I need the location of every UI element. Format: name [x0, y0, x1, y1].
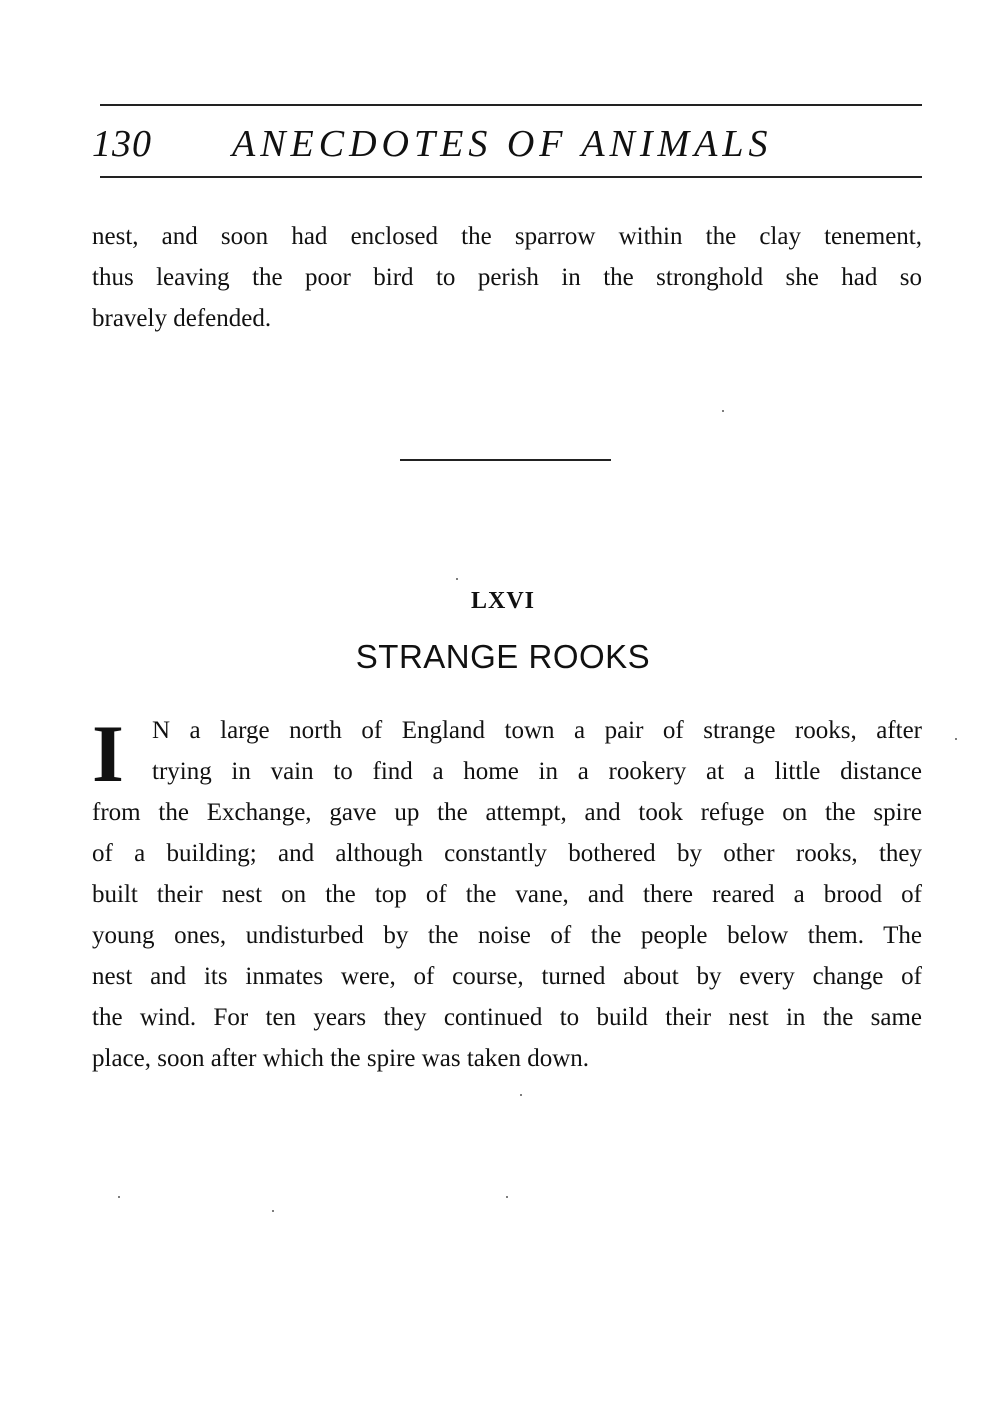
text-line: nest and its inmates were, of course, turned about by every change of — [92, 963, 922, 990]
scan-speck — [506, 1196, 508, 1198]
scan-speck — [272, 1210, 274, 1212]
page-number: 130 — [92, 123, 152, 165]
section-separator — [400, 459, 611, 461]
drop-cap: I — [92, 708, 124, 799]
header-top-rule — [100, 104, 922, 106]
text-line: trying in vain to find a home in a rookery at a little distance — [152, 758, 922, 785]
text-line: from the Exchange, gave up the attempt, and took refuge on the spire — [92, 799, 922, 826]
text-line: built their nest on the top of the vane, and there reared a brood of — [92, 881, 922, 908]
text-line: of a building; and although constantly bothered by other rooks, they — [92, 840, 922, 867]
text-line: young ones, undisturbed by the noise of the people below them. The — [92, 922, 922, 949]
text-line: thus leaving the poor bird to perish in the stronghold she had so — [92, 264, 922, 291]
running-head — [92, 118, 922, 170]
chapter-title: STRANGE ROOKS — [355, 638, 651, 675]
text-line: N a large north of England town a pair of strange rooks, after — [152, 717, 922, 744]
text-line: place, soon after which the spire was taken down. — [92, 1045, 590, 1072]
chapter-number: LXVI — [470, 588, 535, 614]
scan-speck — [955, 738, 957, 740]
text-line: bravely defended. — [92, 305, 272, 332]
continued-paragraph — [92, 216, 922, 339]
scan-speck — [722, 410, 724, 412]
scan-speck — [118, 1196, 120, 1198]
chapter-paragraph — [92, 710, 922, 1079]
header-bottom-rule — [100, 176, 922, 178]
text-line: nest, and soon had enclosed the sparrow within the clay tenement, — [92, 223, 922, 250]
scan-speck — [520, 1094, 522, 1096]
book-title: ANECDOTES OF ANIMALS — [232, 123, 773, 165]
text-line: the wind. For ten years they continued to build their nest in the same — [92, 1004, 922, 1031]
scan-speck — [456, 578, 458, 580]
